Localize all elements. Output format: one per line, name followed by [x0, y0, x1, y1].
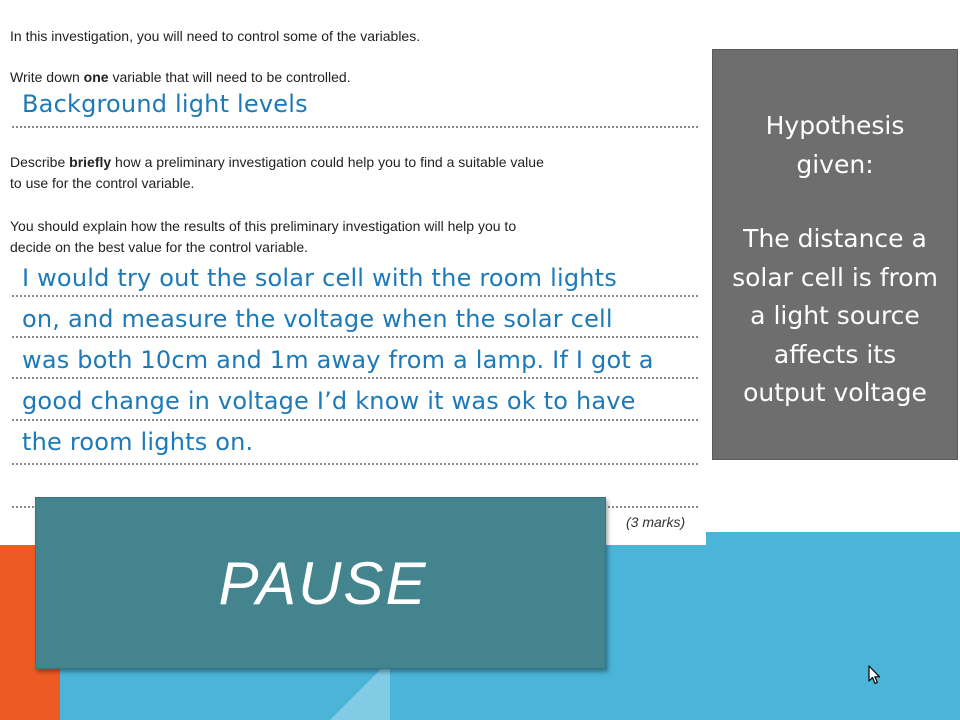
answer-two-line: the room lights on.	[22, 428, 254, 456]
answer-line	[12, 295, 698, 297]
question-task-three-line-2: decide on the best value for the control variable.	[10, 239, 309, 255]
question-task-two-line-2: to use for the control variable.	[10, 175, 195, 191]
answer-two-line: I would try out the solar cell with the room lights	[22, 264, 617, 292]
question-task-three-line-1: You should explain how the results of this preliminary investigation will help you to	[10, 218, 517, 234]
hypothesis-title	[713, 106, 957, 184]
task-two-text-pre: Describe	[10, 154, 70, 170]
background-light-triangle	[330, 660, 390, 720]
hypothesis-title-line: given:	[796, 150, 874, 179]
hypothesis-text-line: solar cell is from	[732, 262, 938, 292]
hypothesis-text-line: output voltage	[743, 378, 927, 407]
background-orange-triangle	[0, 660, 60, 720]
answer-two-line: good change in voltage I’d know it was ok to have	[22, 387, 636, 415]
answer-line	[12, 377, 698, 379]
answer-line	[12, 336, 698, 338]
task-one-text-bold: one	[83, 69, 109, 85]
answer-two-line: on, and measure the voltage when the solar cell	[22, 305, 613, 333]
task-two-text-post: how a preliminary investigation could help you to find a suitable value	[111, 154, 544, 170]
task-one-text-post: variable that will need to be controlled.	[108, 69, 351, 85]
answer-line	[12, 419, 698, 421]
answer-line	[12, 463, 698, 465]
answer-one: Background light levels	[22, 90, 308, 118]
hypothesis-text-line: The distance a	[743, 224, 927, 253]
pause-label: PAUSE	[218, 549, 428, 617]
hypothesis-title-line: Hypothesis	[765, 111, 905, 140]
mouse-pointer-icon	[868, 665, 882, 685]
marks-label: (3 marks)	[626, 514, 686, 530]
answer-two-line: was both 10cm and 1m away from a lamp. If I got a	[22, 346, 654, 374]
question-intro: In this investigation, you will need to control some of the variables.	[10, 28, 421, 44]
task-one-text-pre: Write down	[10, 69, 84, 85]
pause-panel[interactable]	[35, 497, 606, 669]
hypothesis-box	[712, 49, 958, 460]
hypothesis-text	[713, 220, 957, 413]
question-task-one	[10, 67, 351, 88]
task-two-text-bold: briefly	[69, 154, 112, 170]
hypothesis-text-line: a light source	[750, 301, 920, 330]
question-task-two-line-1	[10, 152, 544, 173]
hypothesis-text-line: affects its	[773, 339, 897, 369]
answer-line	[12, 126, 698, 128]
